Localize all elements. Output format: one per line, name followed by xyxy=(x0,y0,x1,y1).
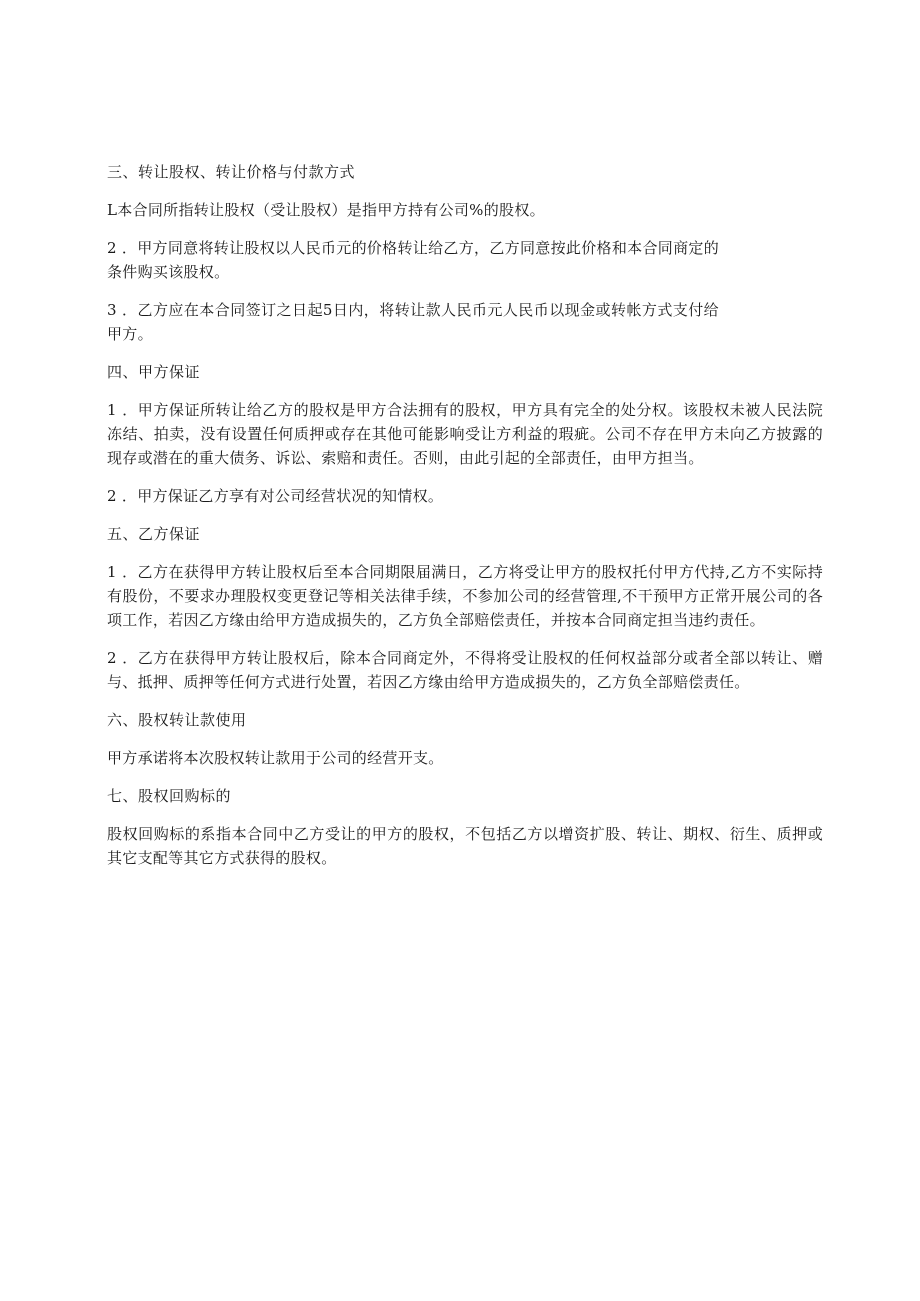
paragraph: 2 ．甲方保证乙方享有对公司经营状况的知情权。 xyxy=(107,487,444,505)
paragraph: 2 ．甲方同意将转让股权以人民币元的价格转让给乙方，乙方同意按此价格和本合同商定的条件购买该股权。 xyxy=(107,239,719,281)
section-heading: 六、股权转让款使用 xyxy=(107,711,247,729)
section-heading: 五、乙方保证 xyxy=(107,525,201,543)
paragraph: 1 ．甲方保证所转让给乙方的股权是甲方合法拥有的股权，甲方具有完全的处分权。该股权未被人民法院冻结、拍卖，没有设置任何质押或存在其他可能影响受让方利益的瑕疵。公司不存在甲方未向乙方披露的现存或潜在的重大债务、诉讼、索赔和责任。否则，由此引起的全部责任，由甲方担当。 xyxy=(107,401,823,467)
paragraph: 1 ．乙方在获得甲方转让股权后至本合同期限届满日，乙方将受让甲方的股权托付甲方代持,乙方不实际持有股份，不要求办理股权变更登记等相关法律手续，不参加公司的经营管理,不干预甲方正常开展公司的各项工作，若因乙方缘由给甲方造成损失的，乙方负全部赔偿责任，并按本合同商定担当违约责任。 xyxy=(107,563,823,629)
section-heading: 七、股权回购标的 xyxy=(107,787,232,805)
paragraph: 3 ．乙方应在本合同签订之日起5日内，将转让款人民币元人民币以现金或转帐方式支付给甲方。 xyxy=(107,301,719,343)
section-5 xyxy=(107,522,823,694)
document-page xyxy=(107,160,823,884)
paragraph: L本合同所指转让股权（受让股权）是指甲方持有公司%的股权。 xyxy=(107,201,545,219)
section-7 xyxy=(107,784,823,870)
paragraph: 股权回购标的系指本合同中乙方受让的甲方的股权，不包括乙方以增资扩股、转让、期权、衍生、质押或其它支配等其它方式获得的股权。 xyxy=(107,825,823,867)
section-heading: 三、转让股权、转让价格与付款方式 xyxy=(107,163,356,181)
paragraph: 甲方承诺将本次股权转让款用于公司的经营开支。 xyxy=(107,749,444,767)
section-heading: 四、甲方保证 xyxy=(107,363,201,381)
section-4 xyxy=(107,360,823,508)
section-3 xyxy=(107,160,823,346)
section-6 xyxy=(107,708,823,770)
paragraph: 2 ．乙方在获得甲方转让股权后，除本合同商定外，不得将受让股权的任何权益部分或者全部以转让、赠与、抵押、质押等任何方式进行处置，若因乙方缘由给甲方造成损失的，乙方负全部赔偿责任。 xyxy=(107,649,823,691)
